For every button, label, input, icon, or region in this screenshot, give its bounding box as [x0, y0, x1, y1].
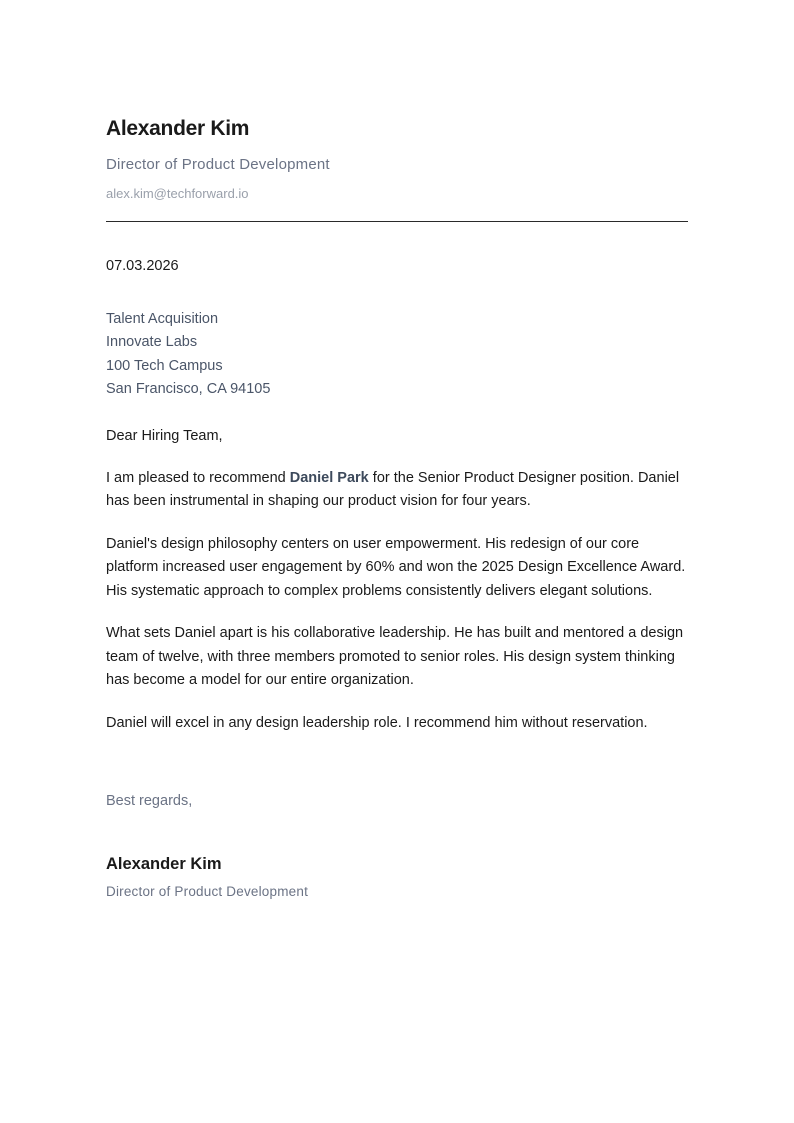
recipient-address: [106, 308, 270, 402]
sender-title: Director of Product Development: [106, 156, 330, 173]
recipient-line: Talent Acquisition: [106, 311, 219, 327]
recipient-line: 100 Tech Campus: [106, 357, 223, 374]
p1-text-before: I am pleased to recommend: [106, 470, 290, 486]
recipient-line: Innovate Labs: [106, 334, 198, 351]
signature-name: Alexander Kim: [106, 855, 222, 873]
candidate-name: Daniel Park: [289, 470, 369, 486]
recipient-line: San Francisco, CA 94105: [106, 381, 271, 398]
letter-date: 07.03.2026: [106, 258, 179, 274]
header-divider: [106, 221, 688, 222]
salutation: Dear Hiring Team,: [106, 428, 223, 444]
body-paragraph-3: What sets Daniel apart is his collaborative leadership. He has built and mentored a design team of twelve, with three members promoted to senior roles. His design system thinking has become a model for our entire organization.: [106, 625, 684, 689]
letter-body: [106, 467, 688, 755]
signature-title: Director of Product Development: [106, 884, 309, 899]
body-paragraph-2: Daniel's design philosophy centers on user empowerment. His redesign of our core platform increased user engagement by 60% and won the 2025 Design Excellence Award. His systematic approach to complex problems consistently delivers elegant solutions.: [106, 536, 686, 599]
p1-text-after: for the Senior Product Designer position. Daniel has been instrumental in shaping our product vision for four years.: [106, 470, 680, 510]
sender-email: alex.kim@techforward.io: [106, 186, 249, 201]
body-paragraph-4: Daniel will excel in any design leadership role. I recommend him without reservation.: [106, 714, 648, 731]
sender-name: Alexander Kim: [106, 117, 250, 140]
closing: Best regards,: [106, 793, 193, 809]
body-paragraph-1: [106, 467, 688, 514]
